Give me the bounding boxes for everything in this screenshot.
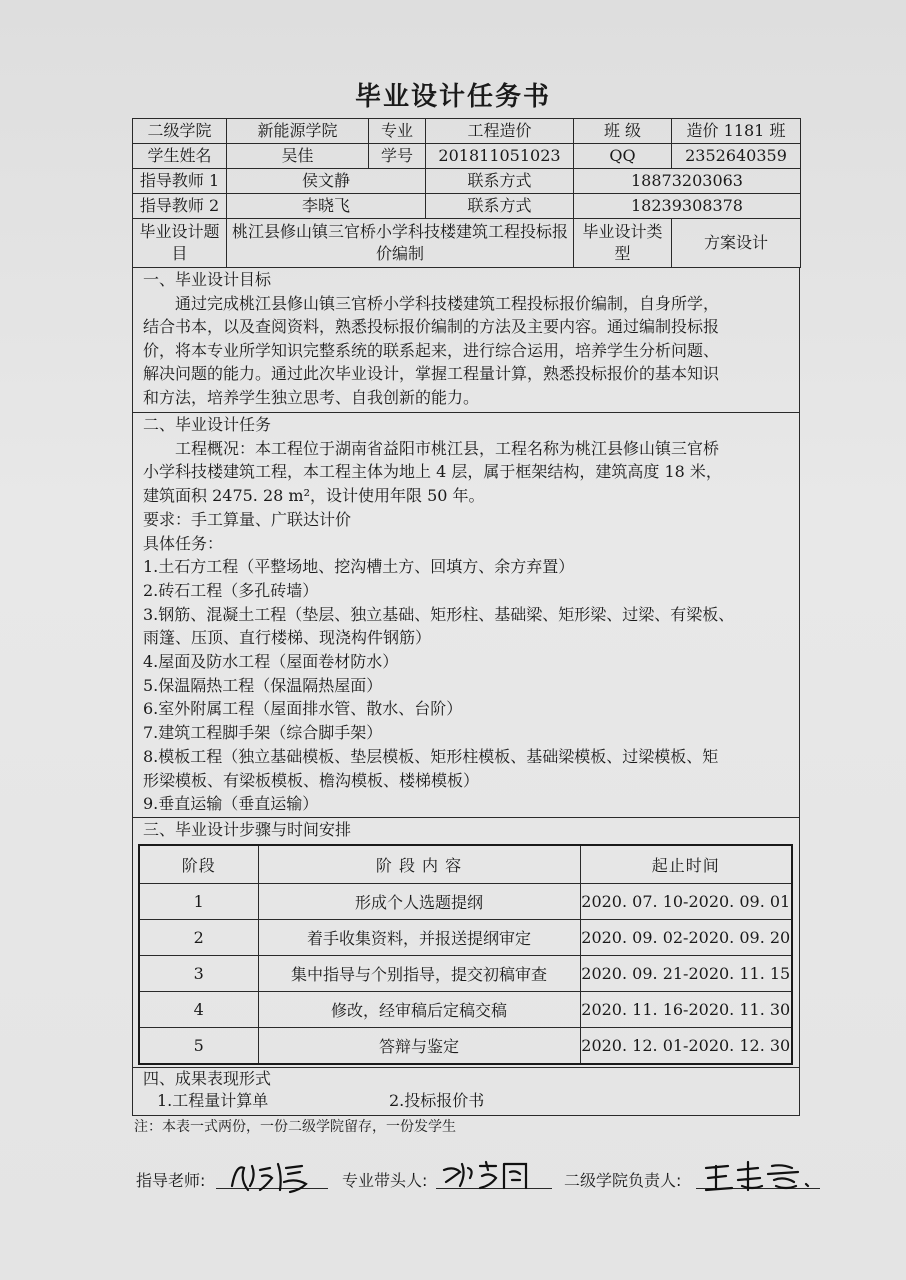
advisor2-contact-label: 联系方式 — [426, 194, 574, 219]
section-deliverables — [132, 1068, 800, 1116]
table-row — [139, 920, 792, 956]
task-item: 2.砖石工程（多孔砖墙） — [143, 580, 319, 600]
stage-number: 1 — [139, 884, 258, 920]
college-label: 二级学院 — [133, 119, 227, 144]
section-deliverables-heading: 四、成果表现形式 — [143, 1069, 272, 1088]
section-goals-heading: 一、毕业设计目标 — [143, 270, 272, 289]
goals-line: 价，将本专业所学知识完整系统的联系起来，进行综合运用，培养学生分析问题、 — [143, 340, 720, 360]
requirements: 要求：手工算量、广联达计价 — [143, 509, 352, 529]
section-tasks — [132, 413, 800, 818]
goals-line: 结合书本，以及查阅资料，熟悉投标报价编制的方法及主要内容。通过编制投标报 — [143, 317, 720, 336]
qq-label: QQ — [574, 144, 672, 169]
task-item: 形梁模板、有梁板模板、檐沟模板、楼梯模板） — [143, 770, 480, 790]
advisor2-phone: 18239308378 — [574, 194, 801, 219]
stage-number: 4 — [139, 992, 258, 1028]
design-type-value: 方案设计 — [672, 219, 801, 268]
major-head-signature — [440, 1156, 550, 1196]
stage-dates: 2020. 11. 16-2020. 11. 30 — [580, 992, 792, 1028]
table-row — [139, 956, 792, 992]
major-value: 工程造价 — [426, 119, 574, 144]
task-item: 3.钢筋、混凝土工程（垫层、独立基础、矩形柱、基础梁、矩形梁、过梁、有梁板、 — [143, 604, 735, 624]
task-item: 4.屋面及防水工程（屋面卷材防水） — [143, 652, 399, 672]
qq-value: 2352640359 — [672, 144, 801, 169]
schedule-header-row — [139, 845, 792, 884]
dean-signature — [702, 1156, 822, 1196]
dean-sign-label: 二级学院负责人: — [564, 1171, 682, 1190]
class-value: 造价 1181 班 — [672, 119, 801, 144]
overview-line: 建筑面积 2475. 28 m²，设计使用年限 50 年。 — [143, 486, 485, 506]
task-item: 雨篷、压顶、直行楼梯、现浇构件钢筋） — [143, 628, 432, 648]
stage-dates: 2020. 12. 01-2020. 12. 30 — [580, 1028, 792, 1065]
stage-number: 3 — [139, 956, 258, 992]
table-row — [139, 992, 792, 1028]
goals-line: 解决问题的能力。通过此次毕业设计，掌握工程量计算，熟悉投标报价的基本知识 — [143, 364, 720, 383]
info-table — [132, 118, 801, 268]
advisor2-label: 指导教师 2 — [133, 194, 227, 219]
footnote: 注：本表一式两份，一份二级学院留存，一份发学生 — [134, 1119, 456, 1135]
major-head-sign-label: 专业带头人: — [342, 1171, 428, 1190]
schedule-col-stage: 阶段 — [139, 845, 258, 884]
major-label: 专业 — [369, 119, 426, 144]
deliverable-item: 1.工程量计算单 — [157, 1091, 269, 1110]
advisor-signature — [226, 1156, 326, 1196]
design-title-label: 毕业设计题目 — [133, 219, 227, 268]
goals-line: 通过完成桃江县修山镇三官桥小学科技楼建筑工程投标报价编制，自身所学， — [175, 293, 720, 313]
section-tasks-heading: 二、毕业设计任务 — [143, 415, 272, 434]
schedule-col-time: 起止时间 — [580, 845, 792, 884]
document-title: 毕业设计任务书 — [354, 82, 551, 112]
advisor1-contact-label: 联系方式 — [426, 169, 574, 194]
overview-line: 工程概况：本工程位于湖南省益阳市桃江县，工程名称为桃江县修山镇三官桥 — [175, 438, 720, 458]
overview-line: 小学科技楼建筑工程，本工程主体为地上 4 层，属于框架结构，建筑高度 18 米， — [143, 462, 722, 482]
deliverable-item: 2.投标报价书 — [389, 1091, 485, 1110]
student-name-value: 吴佳 — [227, 144, 369, 169]
advisor-sign-label: 指导老师: — [136, 1171, 206, 1190]
task-item: 1.土石方工程（平整场地、挖沟槽土方、回填方、余方弃置） — [143, 557, 575, 577]
design-title-value: 桃江县修山镇三官桥小学科技楼建筑工程投标报价编制 — [227, 219, 574, 268]
task-item: 9.垂直运输（垂直运输） — [143, 794, 319, 814]
stage-dates: 2020. 09. 21-2020. 11. 15 — [580, 956, 792, 992]
advisor1-name: 侯文静 — [227, 169, 426, 194]
stage-dates: 2020. 09. 02-2020. 09. 20 — [580, 920, 792, 956]
stage-content: 形成个人选题提纲 — [258, 884, 580, 920]
student-name-label: 学生姓名 — [133, 144, 227, 169]
task-item: 6.室外附属工程（屋面排水管、散水、台阶） — [143, 699, 463, 719]
deliverables-row — [143, 1090, 791, 1112]
stage-number: 2 — [139, 920, 258, 956]
stage-dates: 2020. 07. 10-2020. 09. 01 — [580, 884, 792, 920]
stage-content: 答辩与鉴定 — [258, 1028, 580, 1065]
stage-content: 集中指导与个别指导，提交初稿审查 — [258, 956, 580, 992]
advisor2-name: 李晓飞 — [227, 194, 426, 219]
design-type-label: 毕业设计类型 — [574, 219, 672, 268]
tasks-heading: 具体任务： — [143, 533, 224, 553]
student-id-value: 201811051023 — [426, 144, 574, 169]
goals-line: 和方法，培养学生独立思考、自我创新的能力。 — [143, 387, 480, 407]
stage-content: 着手收集资料，并报送提纲审定 — [258, 920, 580, 956]
schedule-table — [138, 844, 793, 1065]
signature-row — [136, 1160, 836, 1200]
task-item: 5.保温隔热工程（保温隔热屋面） — [143, 675, 383, 695]
table-row — [139, 1028, 792, 1065]
stage-content: 修改，经审稿后定稿交稿 — [258, 992, 580, 1028]
task-item: 8.模板工程（独立基础模板、垫层模板、矩形柱模板、基础梁模板、过梁模板、矩 — [143, 746, 719, 766]
student-id-label: 学号 — [369, 144, 426, 169]
section-schedule-heading: 三、毕业设计步骤与时间安排 — [143, 820, 352, 839]
college-value: 新能源学院 — [227, 119, 369, 144]
advisor1-phone: 18873203063 — [574, 169, 801, 194]
advisor1-label: 指导教师 1 — [133, 169, 227, 194]
class-label: 班 级 — [574, 119, 672, 144]
schedule-col-content: 阶 段 内 容 — [258, 845, 580, 884]
section-goals — [132, 268, 800, 413]
table-row — [139, 884, 792, 920]
task-item: 7.建筑工程脚手架（综合脚手架） — [143, 723, 383, 743]
stage-number: 5 — [139, 1028, 258, 1065]
